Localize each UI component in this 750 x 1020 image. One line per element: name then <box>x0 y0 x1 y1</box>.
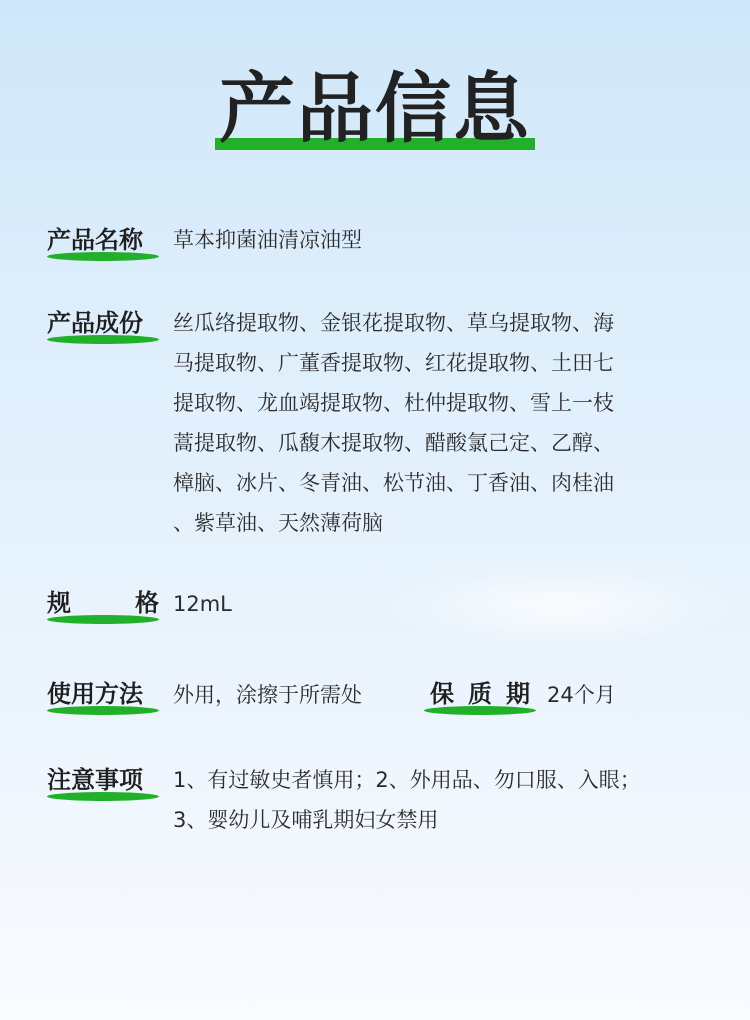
label-char: 期 <box>506 680 530 708</box>
value-usage: 外用，涂擦于所需处 <box>173 683 362 707</box>
value-spec: 12mL <box>173 592 232 616</box>
label-char: 规 <box>47 589 71 617</box>
value-shelf-life: 24个月 <box>547 683 616 707</box>
title-block <box>215 66 535 152</box>
label-usage <box>47 679 159 709</box>
label-shelf-life <box>424 679 536 709</box>
label-spec <box>47 588 159 618</box>
label-text: 注意事项 <box>47 766 143 794</box>
page-title: 产品信息 <box>219 64 531 153</box>
label-text: 产品成份 <box>47 309 143 337</box>
title-section <box>0 66 750 152</box>
background-glow <box>380 560 740 650</box>
value-product-name: 草本抑菌油清凉油型 <box>173 228 362 252</box>
label-text <box>47 588 159 618</box>
label-text: 产品名称 <box>47 226 143 254</box>
label-notes <box>47 765 159 795</box>
value-ingredients: 丝瓜络提取物、金银花提取物、草乌提取物、海 马提取物、广董香提取物、红花提取物、土田七 提取物、龙血竭提取物、杜仲提取物、雪上一枝 蒿提取物、瓜馥木提取物、醋酸氯己定、乙醇、 樟脑、冰片、冬青油、松节油、丁香油、肉桂油 、紫草油、天然薄荷脑 <box>173 311 614 535</box>
label-char: 保 <box>430 680 454 708</box>
label-text: 使用方法 <box>47 680 143 708</box>
label-text <box>424 679 536 709</box>
label-char: 格 <box>135 589 159 617</box>
label-ingredients <box>47 308 159 338</box>
label-product-name <box>47 225 159 255</box>
label-char: 质 <box>468 680 492 708</box>
value-notes: 1、有过敏史者慎用；2、外用品、勿口服、入眼； 3、婴幼儿及哺乳期妇女禁用 <box>173 768 641 832</box>
